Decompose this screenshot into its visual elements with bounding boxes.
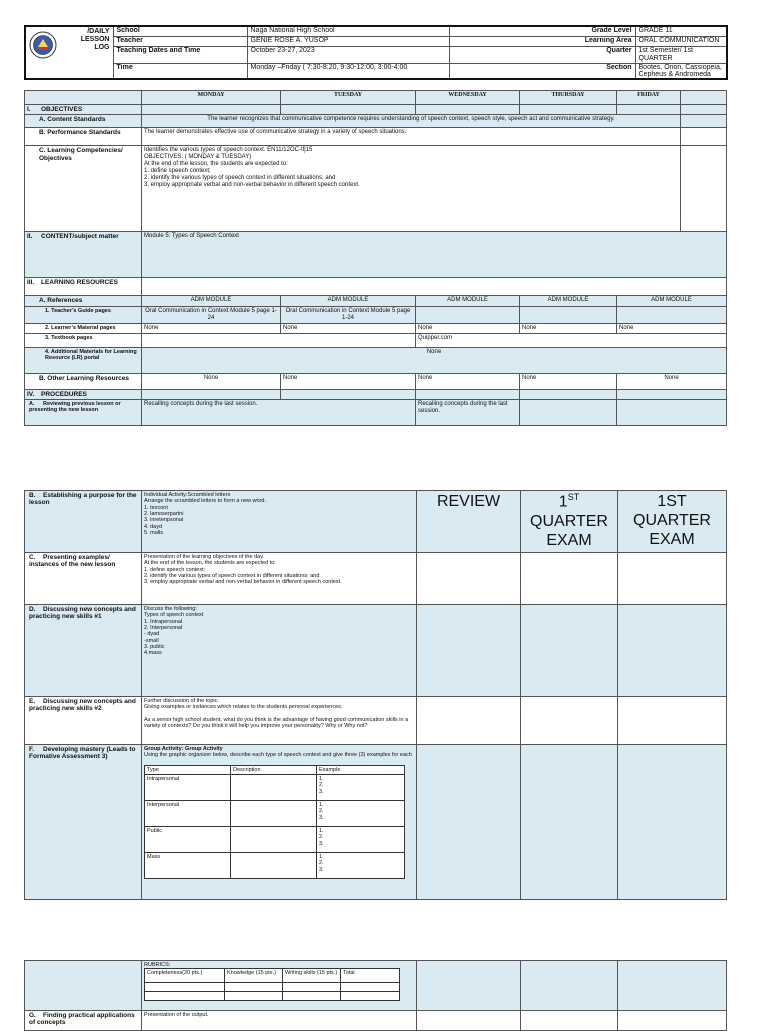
section-num: IV. xyxy=(27,390,35,398)
concepts2-text: Further discussion of the topic. Giving examples or instances which relates to the students personal experiences. As a senior high school student, what do you think is the advantage of having good communication skills in a variety of contexts? Do you think it will help you improve your personality? Why or Why not? xyxy=(142,697,417,745)
area-label: Learning Area xyxy=(449,36,635,46)
examples-text: Presentation of the learning objectives of the day. At the end of the lesson, the students are expected to: 1. define speech context; 2. identify the various types of speech context in different situations; and 3. employ appropriate verbal and non-verbal behavior in different speech context. xyxy=(142,553,417,605)
review-wednesday: Recalling concepts during the last session. xyxy=(416,400,520,426)
ref-friday: ADM MODULE xyxy=(617,296,727,306)
organizer-examples: 1. 2. 3. xyxy=(317,852,405,878)
organizer-examples: 1. 2. 3. xyxy=(317,800,405,826)
day-header-wednesday: WEDNESDAY xyxy=(416,91,520,105)
letter: F. xyxy=(29,746,35,753)
letter: B. xyxy=(29,492,36,499)
competencies-label: C. Learning Competencies/ Objectives xyxy=(25,146,142,232)
lm-friday: None xyxy=(617,323,727,333)
review-lesson-label: Reviewing previous lesson or presenting the new lesson xyxy=(29,401,121,414)
thursday-exam xyxy=(521,491,618,553)
area-value: ORAL COMMUNICATION xyxy=(635,36,727,46)
letter: E. xyxy=(29,698,36,705)
organizer-type: Intrapersonal xyxy=(145,774,231,800)
school-value: Naga National High School xyxy=(247,26,449,36)
procedures-title: PROCEDURES xyxy=(41,390,87,398)
deped-seal-icon xyxy=(29,31,57,59)
review-label: REVIEW xyxy=(417,491,521,553)
dates-label: Teaching Dates and Time xyxy=(113,46,247,63)
teacher-value: GENIE ROSE A. YUSOP xyxy=(247,36,449,46)
section-num: I. xyxy=(27,106,31,113)
mastery-title: Group Activity: Group Activity xyxy=(144,746,223,752)
content-standards-text: The learner recognizes that communicative competence requires understanding of speech context, speech style, speech act and communicative strategy. xyxy=(142,115,681,128)
lesson-table-page3 xyxy=(24,960,727,1031)
purpose-label: Establishing a purpose for the lesson xyxy=(29,492,137,507)
rubric-criterion: Knowledge (15 pts.) xyxy=(225,969,283,983)
organizer-type: Interpersonal xyxy=(145,800,231,826)
ref-tuesday: ADM MODULE xyxy=(281,296,416,306)
review-monday: Recalling concepts during the last session. xyxy=(142,400,416,426)
competencies-text: Identifies the various types of speech context. EN11/12OC-Ifj15 OBJECTIVES: ( MONDAY & TUESDAY) At the end of the lesson, the students are expected to: 1. define speech context; 2. identify the various types of speech context in different situations; and 3. employ appropriate verbal and non-verbal behavior in different speech context. xyxy=(142,146,681,232)
organizer-header: Example xyxy=(317,765,405,774)
header-table xyxy=(24,25,728,80)
organizer-examples: 1. 2. 3. xyxy=(317,826,405,852)
section-num: III. xyxy=(27,279,35,287)
time-label: Time xyxy=(113,63,247,79)
time-value: Monday –Friday ( 7:30-8:20, 9:30-12:00, 3:00-4:00 xyxy=(247,63,449,79)
letter: G. xyxy=(29,1012,36,1019)
concepts1-label: Discussing new concepts and practicing new skills #1 xyxy=(29,606,136,621)
lm-monday: None xyxy=(142,323,281,333)
performance-standards-text: The learner demonstrates effective use of communicative strategy in a variety of speech situations. xyxy=(142,128,681,146)
tb-value: Quipper.com xyxy=(416,333,727,347)
organizer-type: Mass xyxy=(145,852,231,878)
additional-materials-value: None xyxy=(142,347,727,373)
organizer-examples: 1. 2. 3. xyxy=(317,774,405,800)
organizer-header: Type xyxy=(145,765,231,774)
tb-label: 3. Textbook pages xyxy=(25,333,142,347)
school-label: School xyxy=(113,26,247,36)
graphic-organizer xyxy=(144,765,405,879)
lm-wednesday: None xyxy=(416,323,520,333)
tg-monday: Oral Communication in Context Module 5 page 1-24 xyxy=(142,306,281,323)
exam-num: 1 xyxy=(558,493,568,511)
mastery-text: Using the graphic organizer below, describe each type of speech context and give three (3) examples for each xyxy=(144,752,412,759)
content-label: CONTENT/subject matter xyxy=(41,233,119,241)
lm-thursday: None xyxy=(520,323,617,333)
organizer-header: Description xyxy=(231,765,317,774)
day-header-friday: FRIDAY xyxy=(617,91,681,105)
title-line: /DAILY xyxy=(87,28,110,35)
resources-title: LEARNING RESOURCES xyxy=(41,279,118,287)
tg-label: 1. Teacher’s Guide pages xyxy=(25,306,142,323)
tg-tuesday: Oral Communication in Context Module 5 page 1-24 xyxy=(281,306,416,323)
exam-rest: QUARTER EXAM xyxy=(530,512,608,549)
other-resources-label: B. Other Learning Resources xyxy=(25,373,142,389)
ref-wednesday: ADM MODULE xyxy=(416,296,520,306)
day-header-thursday: THURSDAY xyxy=(520,91,617,105)
content-text: Module 5: Types of Speech Context xyxy=(142,232,727,278)
additional-materials-label: 4. Additional Materials for Learning Resource (LR) portal xyxy=(25,347,142,373)
section-value: Bootes, Orion, Cassiopeia, Cepheus & Andromeda xyxy=(635,63,727,79)
log-title-cell xyxy=(25,26,113,79)
friday-exam: 1ST QUARTER EXAM xyxy=(618,491,727,553)
other-tuesday: None xyxy=(281,373,416,389)
quarter-label: Quarter xyxy=(449,46,635,63)
grade-value: GRADE 11 xyxy=(635,26,727,36)
day-header-tuesday: TUESDAY xyxy=(281,91,416,105)
letter: C. xyxy=(29,554,36,561)
objectives-title: OBJECTIVES xyxy=(41,106,83,113)
applications-text: Presentation of the output. xyxy=(142,1011,417,1031)
day-header-monday: MONDAY xyxy=(142,91,281,105)
concepts2-label: Discussing new concepts and practicing new skills #2 xyxy=(29,698,136,713)
rubric-criterion: Writing skills (15 pts.) xyxy=(283,969,341,983)
organizer-type: Public xyxy=(145,826,231,852)
title-line: LOG xyxy=(94,44,110,52)
applications-label: Finding practical applications of concepts xyxy=(29,1012,135,1027)
grade-label: Grade Level xyxy=(449,26,635,36)
quarter-value: 1st Semester/ 1st QUARTER xyxy=(635,46,727,63)
rubric-criterion: Total xyxy=(341,969,400,983)
mastery-label: Developing mastery (Leads to Formative Assessment 3) xyxy=(29,746,136,761)
section-label: Section xyxy=(449,63,635,79)
other-thursday: None xyxy=(520,373,617,389)
rubric-criterion: Completeness(20 pts.) xyxy=(145,969,225,983)
lesson-table-page2 xyxy=(24,490,727,900)
section-num: II. xyxy=(27,233,33,241)
lesson-table-page1 xyxy=(24,90,727,426)
title-line: LESSON xyxy=(80,36,110,44)
other-monday: None xyxy=(142,373,281,389)
rubrics-table xyxy=(144,968,400,1001)
references-label: A. References xyxy=(25,296,142,306)
concepts1-text: Discuss the following: Types of speech context 1. Intrapersonal 2. Interpersonal - dyad -small 3. public 4.mass xyxy=(142,605,417,697)
letter: D. xyxy=(29,606,36,613)
examples-label: Presenting examples/ instances of the new lesson xyxy=(29,554,116,569)
other-friday: None xyxy=(617,373,727,389)
ref-thursday: ADM MODULE xyxy=(520,296,617,306)
teacher-label: Teacher xyxy=(113,36,247,46)
rubrics-title: RUBRICS: xyxy=(144,962,171,968)
lm-tuesday: None xyxy=(281,323,416,333)
other-wednesday: None xyxy=(416,373,520,389)
exam-sup: ST xyxy=(567,492,580,502)
letter: A. xyxy=(29,401,35,408)
content-standards-label: A. Content Standards xyxy=(25,115,142,128)
purpose-text: Individual Activity:Scrambled letters Arrange the scrambled letters to form a new word. 1. texcont 2. lamoserpartni 3. inretenpsonal 4. dayd 5. malls xyxy=(142,491,417,553)
ref-monday: ADM MODULE xyxy=(142,296,281,306)
dates-value: October 23-27, 2023 xyxy=(247,46,449,63)
lm-label: 2. Learner’s Material pages xyxy=(25,323,142,333)
performance-standards-label: B. Performance Standards xyxy=(25,128,142,146)
